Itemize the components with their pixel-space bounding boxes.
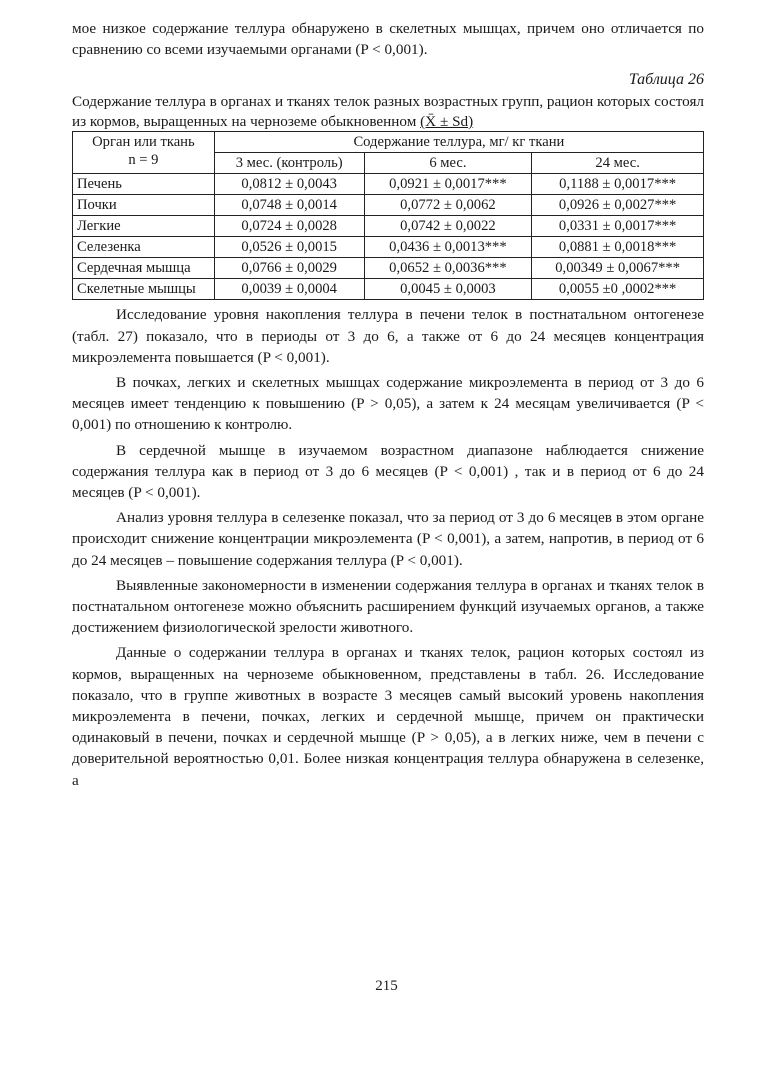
value-3m: 0,0748 ± 0,0014 xyxy=(214,195,364,216)
organ-cell: Легкие xyxy=(73,216,215,237)
value-6m: 0,0742 ± 0,0022 xyxy=(364,216,532,237)
value-24m: 0,0926 ± 0,0027*** xyxy=(532,195,704,216)
organ-cell: Скелетные мышцы xyxy=(73,279,215,300)
caption-stat: (X̄ ± Sd) xyxy=(420,112,474,130)
caption-text: Содержание теллура в органах и тканях телок разных возрастных групп, рацион которых состоял из кормов, выращенных на черноземе обыкновенном xyxy=(72,93,705,130)
table-row xyxy=(73,258,704,279)
table-label: Таблица 26 xyxy=(628,71,704,89)
body-paragraph: В сердечной мышце в изучаемом возрастном диапазоне наблюдается снижение содержания теллура как в период от 3 до 6 месяцев (P < 0,001) , так и в период от 6 до 24 месяцев (P < 0,001). xyxy=(72,441,704,502)
table-row xyxy=(73,279,704,300)
header-col-6m: 6 мес. xyxy=(364,153,532,174)
value-3m: 0,0766 ± 0,0029 xyxy=(214,258,364,279)
value-24m: 0,00349 ± 0,0067*** xyxy=(532,258,704,279)
body-paragraph: В почках, легких и скелетных мышцах содержание микроэлемента в период от 3 до 6 месяцев имеет тенденцию к повышению (P > 0,05), а затем к 24 месяцам увеличивается (P < 0,001) по отношению к контролю. xyxy=(72,374,704,434)
value-3m: 0,0724 ± 0,0028 xyxy=(214,216,364,237)
header-col-24m: 24 мес. xyxy=(532,153,704,174)
organ-cell: Печень xyxy=(73,174,215,195)
value-3m: 0,0039 ± 0,0004 xyxy=(214,279,364,300)
document-page xyxy=(72,18,704,791)
value-6m: 0,0772 ± 0,0062 xyxy=(364,195,532,216)
value-6m: 0,0436 ± 0,0013*** xyxy=(364,237,532,258)
page-number: 215 xyxy=(375,978,398,994)
value-24m: 0,0881 ± 0,0018*** xyxy=(532,237,704,258)
value-6m: 0,0045 ± 0,0003 xyxy=(364,279,532,300)
value-3m: 0,0526 ± 0,0015 xyxy=(214,237,364,258)
table-row xyxy=(73,216,704,237)
value-6m: 0,0652 ± 0,0036*** xyxy=(364,258,532,279)
organ-cell: Почки xyxy=(73,195,215,216)
table-row xyxy=(73,195,704,216)
body-paragraph: Выявленные закономерности в изменении содержания теллура в органах и тканях телок в постнатальном онтогенезе можно объяснить расширением функций изучаемых органов, а также достижением физиологической зрелости животного. xyxy=(72,576,704,637)
tellurium-table xyxy=(72,131,704,300)
value-24m: 0,0055 ±0 ,0002*** xyxy=(532,279,704,300)
organ-cell: Селезенка xyxy=(73,237,215,258)
value-24m: 0,1188 ± 0,0017*** xyxy=(532,174,704,195)
body-paragraph: Данные о содержании теллура в органах и тканях телок, рацион которых состоял из кормов, выращенных на черноземе обыкновенном, представлены в табл. 26. Исследование показало, что в группе животных в возрасте 3 месяцев самый высокий уровень накопления микроэлемента в печени, почках, легких и сердечной мышце, причем он практически одинаковый в печени, почках и сердечной мышце (P > 0,05), а в легких ниже, чем в печени с доверительной вероятностью 0,01. Более низкая концентрация теллура обнаружена в селезенке, а xyxy=(72,644,704,789)
organ-cell: Сердечная мышца xyxy=(73,258,215,279)
value-24m: 0,0331 ± 0,0017*** xyxy=(532,216,704,237)
header-organ: Орган или ткань n = 9 xyxy=(73,132,215,174)
table-row xyxy=(73,174,704,195)
table-header-row xyxy=(73,132,704,153)
header-content: Содержание теллура, мг/ кг ткани xyxy=(214,132,703,153)
header-col-3m: 3 мес. (контроль) xyxy=(214,153,364,174)
body-paragraph: Исследование уровня накопления теллура в печени телок в постнатальном онтогенезе (табл. 27) показало, что в периоды от 3 до 6, а также от 6 до 24 месяцев концентрация микроэлемента повышается (P < 0,001). xyxy=(72,306,704,366)
body-paragraph: Анализ уровня теллура в селезенке показал, что за период от 3 до 6 месяцев в этом органе происходит снижение концентрации микроэлемента (P < 0,001), а затем, напротив, в период от 6 до 24 месяцев – повышение содержания теллура (P < 0,001). xyxy=(72,509,704,569)
value-3m: 0,0812 ± 0,0043 xyxy=(214,174,364,195)
continuation-paragraph: мое низкое содержание теллура обнаружено в скелетных мышцах, причем оно отличается по сравнению со всеми изучаемыми органами (P < 0,001). xyxy=(72,20,704,59)
table-caption xyxy=(72,92,704,131)
value-6m: 0,0921 ± 0,0017*** xyxy=(364,174,532,195)
table-row xyxy=(73,237,704,258)
